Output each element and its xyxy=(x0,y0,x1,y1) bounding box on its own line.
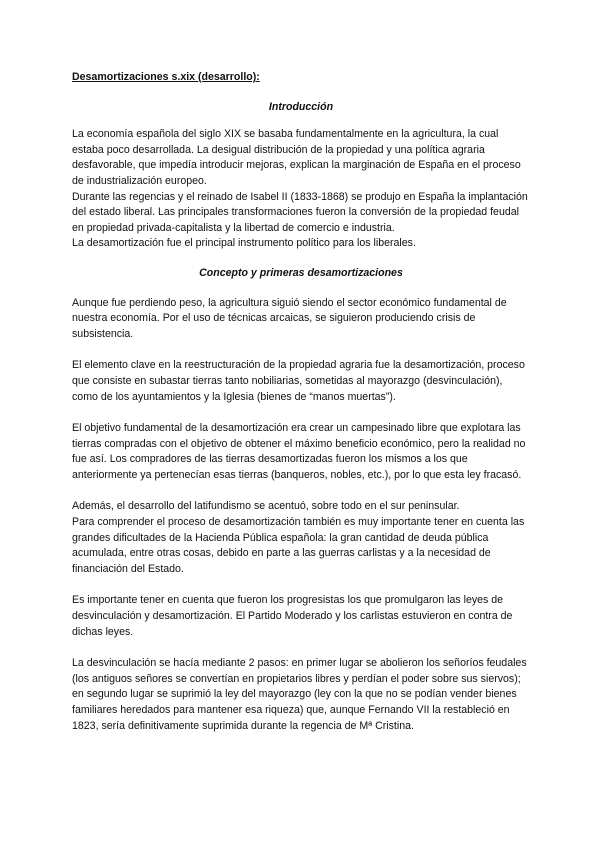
intro-paragraph: La desamortización fue el principal instrumento político para los liberales. xyxy=(72,237,416,250)
intro-paragraph: Durante las regencias y el reinado de Isabel II (1833-1868) se produjo en España la implantación del estado liberal. Las principales transformaciones fueron la conversión de la propiedad feudal en propiedad privada-capitalista y la libertad de comercio e industria. xyxy=(72,190,528,234)
concept-paragraph: El objetivo fundamental de la desamortización era crear un campesinado libre que explotara las tierras compradas con el objetivo de obtener el máximo beneficio económico, pero la realidad no fue así. Los compradores de las tierras desamortizadas fueron los mismos a los que anteriormente ya pertenecían esas tierras (banqueros, nobles, etc.), por lo que esta ley fracasó. xyxy=(72,422,526,481)
concept-heading: Concepto y primeras desamortizaciones xyxy=(199,266,403,279)
intro-heading: Introducción xyxy=(268,100,334,113)
concept-paragraph: La desvinculación se hacía mediante 2 pasos: en primer lugar se abolieron los señoríos feudales (los antiguos señores se convertían en propietarios libres y perdían el poder sobre sus siervos); en segundo lugar se suprimió la ley del mayorazgo (ley con la que no se podían vender bienes familiares heredados para mantener esa riqueza) que, aunque Fernando VII la restableció en 1823, sería definitivamente suprimida durante la regencia de Mª Cristina. xyxy=(72,657,527,732)
concept-paragraph: Aunque fue perdiendo peso, la agricultura siguió siendo el sector económico fundamental de nuestra economía. Por el uso de técnicas arcaicas, se siguieron produciendo crisis de subsistencia. xyxy=(72,296,507,340)
concept-paragraph: El elemento clave en la reestructuración de la propiedad agraria fue la desamortización, proceso que consiste en subastar tierras tanto nobiliarias, sometidas al mayorazgo (desvinculación), como de los ayuntamientos y la Iglesia (bienes de “manos muertas”). xyxy=(72,359,525,403)
concept-section xyxy=(72,296,530,735)
intro-paragraph: La economía española del siglo XIX se basaba fundamentalmente en la agricultura, la cual estaba poco desarrollada. La desigual distribución de la propiedad y una política agraria desfavorable, que impedía introducir mejoras, explican la marginación de España en el proceso de industrialización europeo. xyxy=(72,128,521,187)
intro-section xyxy=(72,127,530,252)
concept-paragraph: Es importante tener en cuenta que fueron los progresistas los que promulgaron las leyes de desvinculación y desamortización. El Partido Moderado y los carlistas estuvieron en contra de dichas leyes. xyxy=(72,594,513,638)
concept-paragraph: Para comprender el proceso de desamortización también es muy importante tener en cuenta las grandes dificultades de la Hacienda Pública española: la gran cantidad de deuda pública acumulada, entre otras cosas, debido en parte a las guerras carlistas y a la necesidad de financiación del Estado. xyxy=(72,516,525,575)
document-title: Desamortizaciones s.xix (desarrollo): xyxy=(72,71,260,83)
document-page xyxy=(72,70,530,734)
concept-paragraph: Además, el desarrollo del latifundismo se acentuó, sobre todo en el sur peninsular. xyxy=(72,500,460,513)
